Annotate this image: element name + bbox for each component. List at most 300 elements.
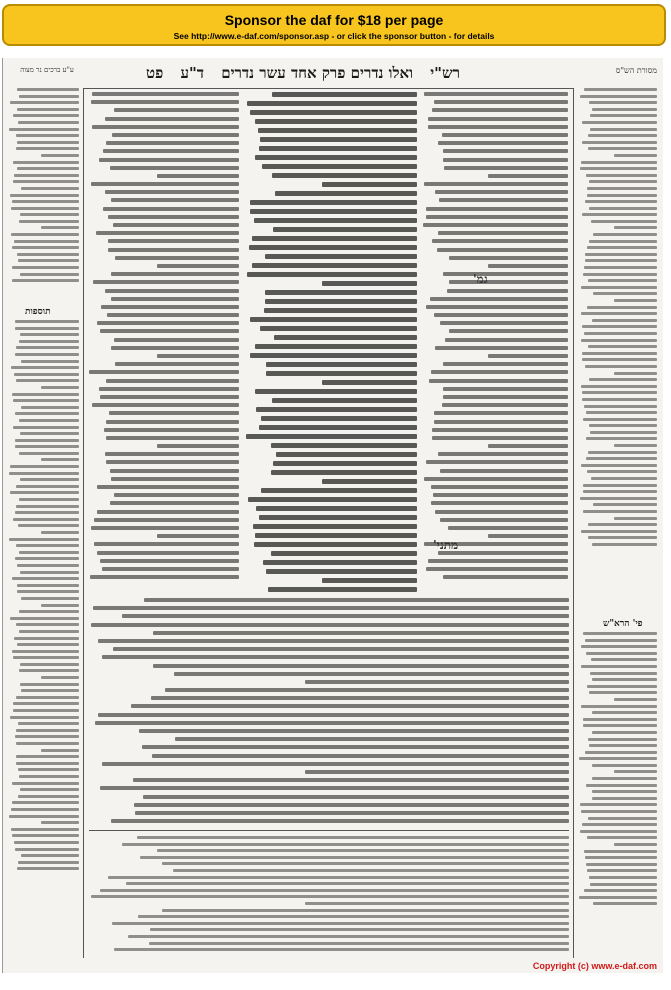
- text-line: [583, 273, 657, 276]
- text-line: [16, 755, 79, 758]
- text-line: [589, 424, 657, 427]
- text-line: [20, 432, 79, 435]
- text-line: [589, 691, 657, 694]
- text-line: [20, 788, 79, 791]
- text-line: [41, 386, 80, 389]
- text-line: [426, 305, 568, 309]
- text-line: [100, 395, 239, 399]
- text-line: [443, 575, 568, 579]
- text-line: [16, 729, 79, 732]
- text-line: [593, 292, 657, 295]
- text-line: [586, 174, 657, 177]
- text-line: [15, 557, 79, 560]
- text-line: [106, 460, 240, 464]
- text-line: [41, 458, 80, 461]
- text-line: [111, 272, 239, 276]
- text-line: [589, 207, 657, 210]
- text-line: [113, 223, 239, 227]
- text-line: [17, 590, 79, 593]
- text-line: [92, 92, 239, 96]
- text-line: [253, 524, 417, 529]
- text-line: [16, 623, 79, 626]
- text-line: [17, 141, 79, 144]
- text-line: [99, 387, 239, 391]
- text-line: [265, 254, 417, 259]
- text-line: [580, 803, 657, 806]
- text-line: [10, 617, 79, 620]
- text-line: [16, 544, 79, 547]
- text-line: [96, 231, 239, 235]
- text-line: [262, 164, 417, 169]
- text-line: [13, 399, 79, 402]
- text-line: [589, 744, 657, 747]
- text-line: [434, 411, 568, 415]
- text-line: [153, 631, 569, 635]
- text-line: [93, 606, 569, 610]
- talmud-page: [2, 58, 663, 973]
- text-line: [581, 286, 657, 289]
- text-line: [15, 412, 79, 415]
- text-line: [582, 352, 657, 355]
- text-line: [140, 856, 569, 859]
- text-line: [106, 420, 239, 424]
- text-line: [15, 735, 79, 738]
- text-line: [268, 587, 417, 592]
- text-line: [434, 100, 568, 104]
- text-line: [583, 418, 657, 421]
- text-line: [588, 536, 657, 539]
- text-line: [426, 460, 568, 464]
- text-line: [255, 119, 417, 124]
- text-line: [106, 141, 239, 145]
- text-line: [305, 902, 569, 905]
- text-line: [614, 698, 657, 701]
- text-line: [11, 233, 79, 236]
- text-line: [588, 817, 657, 820]
- text-line: [584, 88, 657, 91]
- text-line: [440, 469, 568, 473]
- text-line: [157, 849, 569, 852]
- text-line: [445, 338, 568, 342]
- bottom-rule: [89, 830, 569, 831]
- text-line: [585, 200, 657, 203]
- text-line: [135, 811, 569, 815]
- text-line: [271, 443, 417, 448]
- text-line: [114, 493, 239, 497]
- text-line: [248, 497, 417, 502]
- text-line: [585, 639, 657, 642]
- text-line: [614, 517, 657, 520]
- text-line: [111, 198, 239, 202]
- text-line: [12, 782, 79, 785]
- text-line: [19, 220, 79, 223]
- text-line: [151, 696, 569, 700]
- text-line: [438, 141, 568, 145]
- text-line: [254, 542, 417, 547]
- text-line: [153, 664, 569, 668]
- text-line: [108, 239, 239, 243]
- text-line: [110, 166, 239, 170]
- text-line: [592, 790, 657, 793]
- text-line: [16, 134, 79, 137]
- text-line: [581, 530, 657, 533]
- text-line: [443, 158, 568, 162]
- text-line: [250, 353, 417, 358]
- text-line: [131, 704, 569, 708]
- text-line: [258, 128, 417, 133]
- text-line: [580, 497, 657, 500]
- text-line: [587, 685, 657, 688]
- text-line: [9, 128, 79, 131]
- text-line: [590, 128, 657, 131]
- text-line: [138, 915, 569, 918]
- text-line: [19, 775, 79, 778]
- tosafot-inner-column: [89, 92, 239, 592]
- text-line: [97, 321, 239, 325]
- text-line: [580, 95, 657, 98]
- text-line: [589, 101, 657, 104]
- text-line: [250, 200, 417, 205]
- text-line: [157, 444, 240, 448]
- text-line: [157, 264, 240, 268]
- text-line: [432, 108, 568, 112]
- text-line: [93, 280, 239, 284]
- text-line: [17, 253, 79, 256]
- text-line: [429, 379, 568, 383]
- text-line: [266, 569, 417, 574]
- text-line: [432, 239, 568, 243]
- text-line: [266, 371, 417, 376]
- text-line: [582, 213, 657, 216]
- text-line: [439, 198, 568, 202]
- text-line: [255, 155, 417, 160]
- text-line: [275, 191, 417, 196]
- text-line: [434, 313, 568, 317]
- text-line: [590, 431, 657, 434]
- text-line: [105, 190, 239, 194]
- text-line: [150, 928, 569, 931]
- gemara-marker: גמ': [473, 272, 488, 286]
- text-line: [41, 154, 80, 157]
- lower-commentary: [89, 598, 569, 828]
- text-line: [139, 729, 569, 733]
- text-line: [20, 333, 79, 336]
- text-line: [18, 524, 79, 527]
- text-line: [592, 678, 657, 681]
- text-line: [16, 147, 79, 150]
- header-page-number: פט: [146, 64, 164, 82]
- text-line: [110, 469, 239, 473]
- text-line: [587, 306, 657, 309]
- text-line: [17, 867, 79, 870]
- text-line: [14, 637, 79, 640]
- text-line: [15, 445, 79, 448]
- text-line: [19, 340, 79, 343]
- text-line: [588, 738, 657, 741]
- text-line: [442, 403, 568, 407]
- text-line: [592, 108, 657, 111]
- text-line: [97, 510, 239, 514]
- text-line: [590, 114, 657, 117]
- text-line: [105, 117, 239, 121]
- text-line: [255, 389, 417, 394]
- text-line: [586, 411, 657, 414]
- text-line: [16, 762, 79, 765]
- text-line: [580, 167, 657, 170]
- text-line: [15, 439, 79, 442]
- text-line: [157, 354, 240, 358]
- text-line: [21, 406, 79, 409]
- text-line: [430, 297, 568, 301]
- text-line: [9, 538, 79, 541]
- text-line: [250, 110, 417, 115]
- text-line: [488, 354, 568, 358]
- text-line: [423, 223, 568, 227]
- text-line: [106, 436, 239, 440]
- text-line: [426, 215, 568, 219]
- text-line: [19, 630, 79, 633]
- text-line: [16, 505, 79, 508]
- text-line: [109, 411, 239, 415]
- text-line: [17, 564, 79, 567]
- text-line: [20, 571, 79, 574]
- text-line: [18, 722, 79, 725]
- text-line: [589, 240, 657, 243]
- text-line: [435, 190, 568, 194]
- text-line: [428, 559, 568, 563]
- text-line: [128, 935, 569, 938]
- text-line: [14, 373, 79, 376]
- text-line: [449, 280, 568, 284]
- text-line: [20, 273, 79, 276]
- text-line: [10, 491, 79, 494]
- text-line: [11, 207, 79, 210]
- footnotes-block: [89, 836, 569, 956]
- text-line: [13, 702, 79, 705]
- text-line: [587, 470, 657, 473]
- text-line: [41, 226, 80, 229]
- text-line: [110, 501, 239, 505]
- page-header: [93, 64, 513, 86]
- text-line: [111, 297, 239, 301]
- text-line: [122, 614, 569, 618]
- text-line: [114, 108, 239, 112]
- text-line: [255, 344, 417, 349]
- text-line: [271, 551, 417, 556]
- text-line: [256, 407, 417, 412]
- text-line: [579, 896, 657, 899]
- text-line: [133, 778, 569, 782]
- text-line: [19, 95, 79, 98]
- text-line: [431, 501, 569, 505]
- text-line: [260, 326, 417, 331]
- text-line: [582, 391, 657, 394]
- text-line: [91, 100, 239, 104]
- text-line: [10, 716, 79, 719]
- text-line: [488, 534, 568, 538]
- text-line: [21, 360, 79, 363]
- text-line: [426, 567, 568, 571]
- text-line: [13, 656, 79, 659]
- text-line: [587, 187, 657, 190]
- text-line: [581, 665, 657, 668]
- text-line: [583, 724, 657, 727]
- mishna-marker: מתני': [433, 538, 459, 552]
- text-line: [428, 125, 568, 129]
- text-line: [122, 843, 569, 846]
- text-line: [583, 484, 657, 487]
- text-line: [582, 398, 657, 401]
- text-line: [588, 134, 657, 137]
- text-line: [17, 584, 79, 587]
- text-line: [112, 133, 239, 137]
- text-line: [108, 876, 569, 879]
- text-line: [582, 325, 657, 328]
- text-line: [162, 909, 569, 912]
- text-line: [134, 803, 569, 807]
- text-line: [16, 346, 79, 349]
- text-line: [592, 777, 657, 780]
- text-line: [591, 220, 657, 223]
- text-line: [19, 419, 79, 422]
- text-line: [614, 843, 657, 846]
- header-rule: [83, 88, 573, 89]
- text-line: [589, 378, 657, 381]
- text-line: [443, 387, 568, 391]
- text-line: [586, 863, 657, 866]
- text-line: [111, 477, 239, 481]
- text-line: [17, 167, 79, 170]
- tosafot-column: [9, 320, 79, 940]
- right-margin-rule: [573, 88, 574, 958]
- text-line: [614, 154, 657, 157]
- text-line: [157, 534, 240, 538]
- text-line: [588, 279, 657, 282]
- text-line: [271, 470, 417, 475]
- text-line: [111, 346, 239, 350]
- copyright-notice[interactable]: Copyright (c) www.e-daf.com: [532, 961, 657, 971]
- text-line: [587, 246, 657, 249]
- text-line: [137, 836, 569, 839]
- rosh-title: פי' הרא"ש: [603, 619, 643, 629]
- text-line: [449, 329, 568, 333]
- text-line: [20, 478, 79, 481]
- text-line: [431, 370, 568, 374]
- text-line: [101, 305, 239, 309]
- left-margin-rule: [83, 88, 84, 958]
- text-line: [10, 194, 79, 197]
- sponsor-banner[interactable]: [2, 4, 666, 46]
- text-line: [14, 240, 79, 243]
- text-line: [12, 393, 79, 396]
- text-line: [305, 680, 569, 684]
- sponsor-subtitle[interactable]: See http://www.e-daf.com/sponsor.asp - or click the sponsor button - for details: [173, 31, 495, 41]
- text-line: [442, 133, 568, 137]
- text-line: [590, 883, 657, 886]
- text-line: [444, 166, 568, 170]
- text-line: [256, 506, 417, 511]
- text-line: [273, 461, 417, 466]
- text-line: [252, 236, 417, 241]
- text-line: [592, 319, 657, 322]
- text-line: [114, 338, 239, 342]
- text-line: [100, 889, 569, 892]
- text-line: [581, 464, 657, 467]
- text-line: [584, 266, 657, 269]
- text-line: [428, 117, 568, 121]
- text-line: [589, 876, 657, 879]
- text-line: [17, 643, 79, 646]
- text-line: [15, 511, 79, 514]
- text-line: [102, 762, 569, 766]
- text-line: [16, 696, 79, 699]
- text-line: [581, 645, 657, 648]
- text-line: [12, 200, 79, 203]
- text-line: [103, 149, 240, 153]
- text-line: [435, 346, 568, 350]
- text-line: [488, 444, 568, 448]
- text-line: [15, 320, 79, 323]
- text-line: [17, 88, 79, 91]
- text-line: [41, 676, 80, 679]
- text-line: [20, 663, 79, 666]
- text-line: [443, 272, 568, 276]
- text-line: [247, 101, 417, 106]
- text-line: [584, 850, 657, 853]
- tosafot-title: תוספות: [25, 307, 51, 317]
- text-line: [13, 709, 79, 712]
- text-line: [581, 385, 657, 388]
- text-line: [592, 711, 657, 714]
- ein-mishpat-label: ע"ע ברכים נר מצוה: [20, 66, 74, 74]
- text-line: [584, 405, 657, 408]
- text-line: [247, 272, 417, 277]
- text-line: [588, 147, 657, 150]
- text-line: [16, 485, 79, 488]
- text-line: [443, 362, 568, 366]
- text-line: [593, 902, 657, 905]
- text-line: [488, 174, 568, 178]
- text-line: [250, 317, 417, 322]
- text-line: [582, 358, 657, 361]
- text-line: [276, 452, 417, 457]
- text-line: [157, 174, 240, 178]
- text-line: [614, 372, 657, 375]
- text-line: [583, 718, 657, 721]
- text-line: [13, 114, 79, 117]
- text-line: [583, 510, 657, 513]
- text-line: [424, 182, 568, 186]
- gemara-column: [245, 92, 417, 592]
- text-line: [12, 279, 79, 282]
- text-line: [100, 786, 569, 790]
- text-line: [272, 92, 417, 97]
- text-line: [440, 321, 568, 325]
- text-line: [12, 577, 79, 580]
- text-line: [21, 689, 79, 692]
- text-line: [10, 101, 79, 104]
- text-line: [12, 801, 79, 804]
- text-line: [97, 485, 239, 489]
- text-line: [583, 632, 657, 635]
- text-line: [322, 380, 417, 385]
- text-line: [11, 808, 79, 811]
- text-line: [108, 215, 239, 219]
- text-line: [16, 742, 79, 745]
- text-line: [19, 669, 79, 672]
- text-line: [593, 503, 657, 506]
- text-line: [585, 856, 657, 859]
